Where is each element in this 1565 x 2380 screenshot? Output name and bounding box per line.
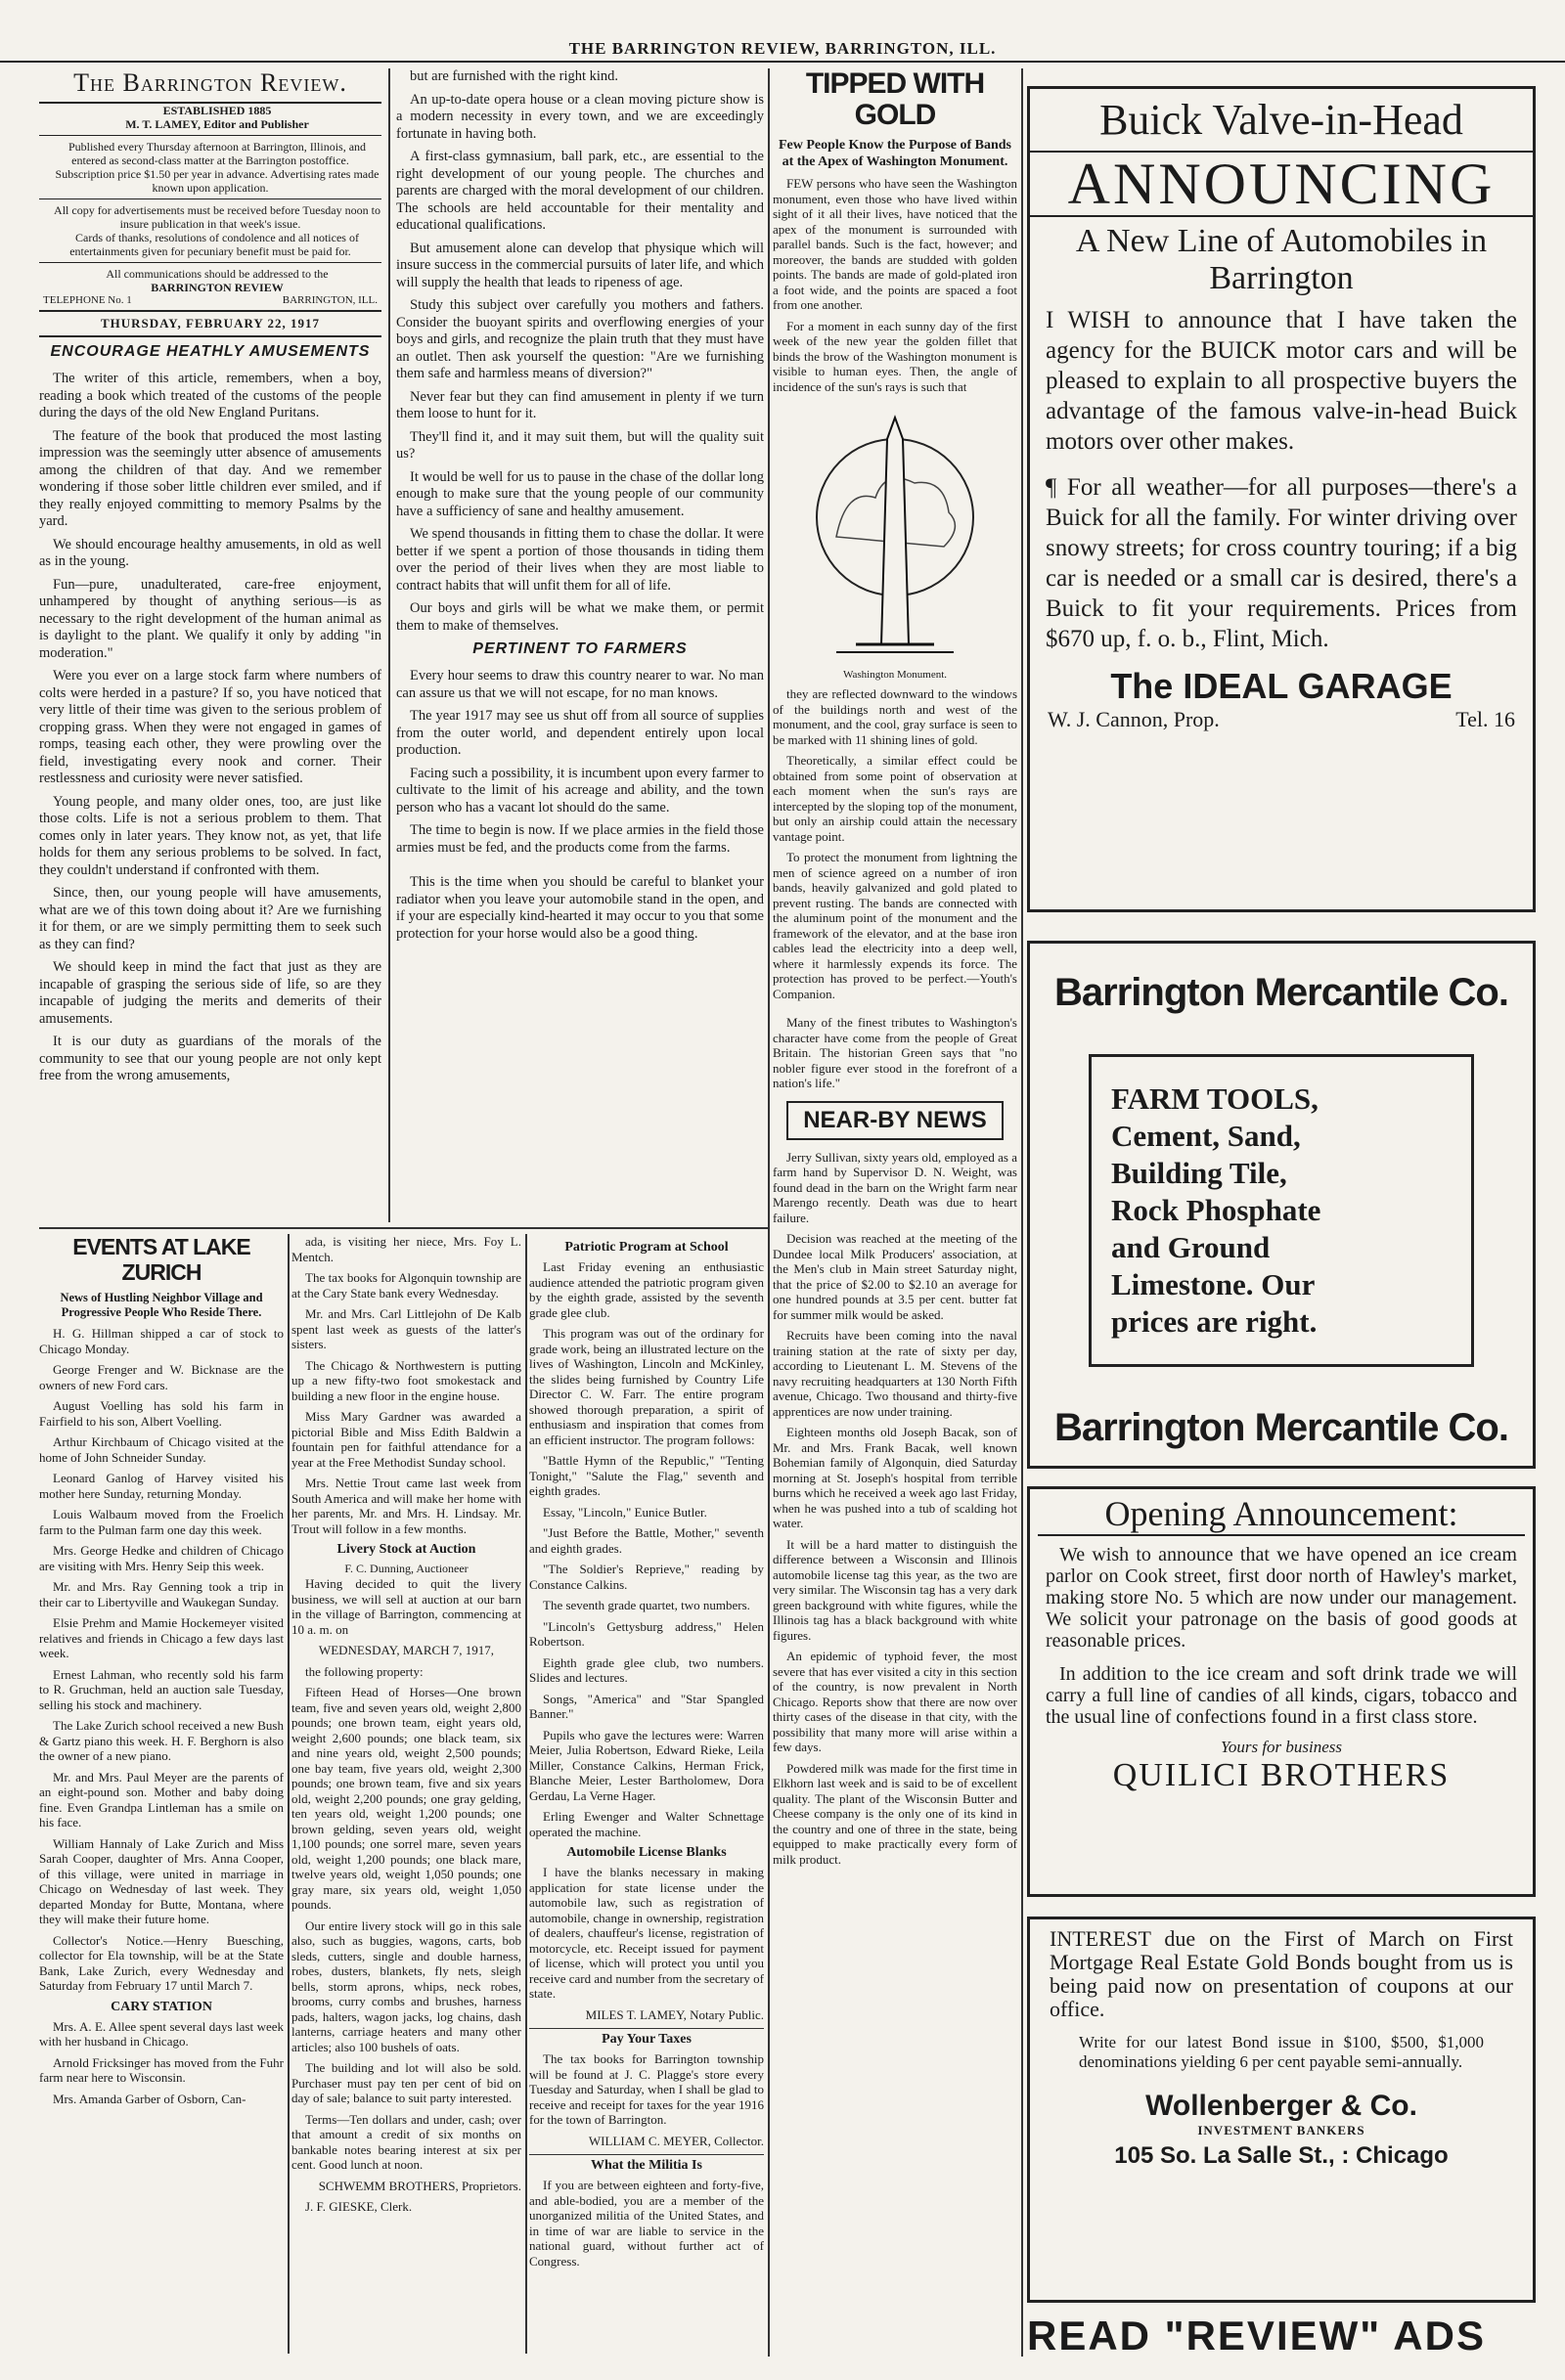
monument-paragraph: they are reflected downward to the windows of the buildings north and west of the monument, and the cool, gray surface is seen to be marked with 11 shining lines of gold. xyxy=(773,686,1017,747)
opening-title: Opening Announcement: xyxy=(1038,1493,1525,1536)
column-patriotic xyxy=(529,1234,764,2349)
zurich-item: Mr. and Mrs. Ray Genning took a trip in their car to Libertyville and Waukegan Sunday. xyxy=(39,1579,284,1609)
tax-heading: Pay Your Taxes xyxy=(529,2028,764,2048)
farmers-paragraph: The year 1917 may see us shut off from all source of supplies from the outer world, and dependent entirely upon local production. xyxy=(396,708,764,758)
livery-auctioneer: F. C. Dunning, Auctioneer xyxy=(344,1562,469,1575)
livery-paragraph: the following property: xyxy=(305,1663,424,1679)
editorial-body xyxy=(39,371,381,1085)
masthead-established: ESTABLISHED 1885 xyxy=(162,104,272,117)
quilici-brothers: QUILICI BROTHERS xyxy=(1112,1757,1451,1793)
zurich-item: Mrs. George Hedke and children of Chicago are visiting with Mrs. Henry Seip this week. xyxy=(39,1543,284,1573)
editorial-continued-paragraph: An up-to-date opera house or a clean moving picture show is a modern necessity in every town, and we are exceedingly fortunate in having both. xyxy=(396,91,764,142)
editorial-continued-paragraph: A first-class gymnasium, ball park, etc., are essential to the right development of our young people. The churches and parents are charged with the moral development of our children. The schools are held accountable for their mentality and educational qualifications. xyxy=(396,149,764,233)
masthead-published: Published every Thursday afternoon at Barrington, Illinois, and entered as second-class matter at the Barrington postoffice. xyxy=(67,140,367,167)
zurich-item: August Voelling has sold his farm in Fairfield to his son, Albert Voelling. xyxy=(39,1398,284,1429)
interest-bond-offer: Write for our latest Bond issue in $100, $500, $1,000 denominations yielding 6 per cent payable semi-annually. xyxy=(1079,2033,1484,2071)
zurich-item: George Frenger and W. Bicknase are the owners of new Ford cars. xyxy=(39,1362,284,1392)
mercantile-line: Limestone. Our xyxy=(1111,1267,1316,1301)
livery-heading: Livery Stock at Auction xyxy=(336,1542,476,1557)
patriotic-paragraph: "Battle Hymn of the Republic," "Tenting Tonight," "Salute the Flag," seventh and eighth grades. xyxy=(529,1453,764,1498)
farmers-paragraph: Every hour seems to draw this country nearer to war. No man can assure us that we will not escape, for no man knows. xyxy=(396,668,764,701)
patriotic-paragraph: Songs, "America" and "Star Spangled Banner." xyxy=(529,1691,764,1721)
editorial-paragraph: Since, then, our young people will have amusements, what are we of this town doing about it? Are we furnishing it for them, or are we simply permitting them to seek such as they can find? xyxy=(39,885,381,952)
cary-item: Miss Mary Gardner was awarded a pictorial Bible and Miss Edith Baldwin a fountain pen for faithful attendance for a year at the Free Methodist Sunday school. xyxy=(291,1409,521,1470)
masthead-copy-notice: All copy for advertisements must be received before Tuesday noon to insure publication in that week's issue. xyxy=(54,203,380,231)
zurich-item: Arthur Kirchbaum of Chicago visited at the home of John Schneider Sunday. xyxy=(39,1434,284,1465)
masthead-editor: M. T. LAMEY, Editor and Publisher xyxy=(125,117,309,131)
cary-item: The Chicago & Northwestern is putting up a new fifty-two foot smokestack and building a new floor in the engine house. xyxy=(291,1357,521,1403)
farmers-paragraph: This is the time when you should be careful to blanket your radiator when you leave your automobile stand in the open, and if your are especially kind-hearted it may occur to you that some protection for your horse would also be a good thing. xyxy=(396,874,764,942)
opening-ad xyxy=(1027,1486,1536,1897)
editorial-continued-paragraph: Study this subject over carefully you mothers and fathers. Consider the buoyant spirits and overflowing energies of your boys and girls, and recognize the plain truth that they must have an outlet. Then ask yourself the question: "Are we furnishing them safe and harmless means of diversion?" xyxy=(396,297,764,381)
nearby-paragraph: Jerry Sullivan, sixty years old, employed as a farm hand by Supervisor D. N. Weight, was found dead in the barn on the Wright farm near Marengo recently. Death was due to heart failure. xyxy=(773,1149,1017,1225)
mercantile-name-bottom: Barrington Mercantile Co. xyxy=(1054,1406,1508,1449)
nearby-heading: NEAR-BY NEWS xyxy=(786,1101,1004,1140)
livery-paragraph: Having decided to quit the livery business, we will sell at auction at our barn in the village of Barrington, commencing at 10 a. m. on xyxy=(291,1576,521,1637)
farmers-paragraph: Facing such a possibility, it is incumbent upon every farmer to cultivate to the limit of his acreage and ability, and the town person who has a vacant lot should do the same. xyxy=(396,765,764,815)
buick-title: Buick Valve-in-Head xyxy=(1099,96,1463,144)
mercantile-line: Rock Phosphate xyxy=(1111,1193,1321,1227)
license-text: I have the blanks necessary in making application for state license under the automobile law, such as registration of automobile, change in ownership, registration of dealers, chauffeur's license, registration of motorcycle, etc. Receipt issued for payment of license, which will protect you until you receive card and number from the secretary of state. xyxy=(529,1865,764,2001)
editorial-paragraph: The writer of this article, remembers, when a boy, reading a book which treated of the customs of the people during the days of the old New England Puritans. xyxy=(39,371,381,420)
washington-monument-icon xyxy=(797,400,993,664)
editorial-paragraph: It is our duty as guardians of the morals of the community to see that our young people are not only kept free from the wrong amusements, xyxy=(39,1034,381,1083)
mercantile-line: Cement, Sand, xyxy=(1111,1119,1301,1153)
monument-headline: TIPPED WITH GOLD xyxy=(805,68,985,131)
masthead-address-notice: All communications should be addressed to the xyxy=(106,267,329,281)
buick-subtitle: A New Line of Automobiles in Barrington xyxy=(1075,223,1488,296)
buick-announcing: ANNOUNCING xyxy=(1030,151,1533,217)
zurich-item: Leonard Ganlog of Harvey visited his mother here Sunday, returning Monday. xyxy=(39,1471,284,1501)
nearby-paragraph: Decision was reached at the meeting of the Dundee local Milk Producers' association, at the Men's club in Main street Saturday night, that the price of $2.00 to $2.10 an average for one hundred pounds at 3.5 per cent. butter fat for summer milk would be asked. xyxy=(773,1231,1017,1322)
license-signer: MILES T. LAMEY, Notary Public. xyxy=(585,2006,764,2022)
zurich-item: William Hannaly of Lake Zurich and Miss Sarah Cooper, daughter of Mrs. Anna Cooper, of this village, were united in marriage in Chicago on Wednesday of last week. They departed Monday for Butte, Montana, where they will make their future home. xyxy=(39,1835,284,1926)
monument-illustration xyxy=(773,400,1017,681)
buick-body: I WISH to announce that I have taken the agency for the BUICK motor cars and will be pleased to explain to all prospective buyers the advantage of the famous valve-in-head Buick motors over other makes. xyxy=(1046,307,1517,455)
zurich-item: H. G. Hillman shipped a car of stock to Chicago Monday. xyxy=(39,1326,284,1356)
column-lake-zurich xyxy=(39,1234,284,2349)
farmers-paragraph: The time to begin is now. If we place armies in the field those armies must be fed, and the products come from the farms. xyxy=(396,822,764,856)
opening-closing: Yours for business xyxy=(1220,1738,1343,1756)
livery-paragraph: Our entire livery stock will go in this sale also, such as buggies, wagons, carts, bob sleds, cutters, single and double harness, robes, dusters, blankets, fly nets, sleigh bells, storm aprons, whips, neck robes, brooms, curry combs and brushes, harness pads, halters, wagon jacks, log chains, dash lanterns, carriage heaters and many other articles; also 100 bushels of oats. xyxy=(291,1917,521,2054)
mercantile-ad xyxy=(1027,941,1536,1469)
wollenberger-city: : Chicago xyxy=(1341,2142,1449,2169)
zurich-item: Collector's Notice.—Henry Buesching, collector for Ela township, will be at the State Bank, Lake Zurich, every Wednesday and Saturday from February 17 until March 7. xyxy=(39,1932,284,1993)
nearby-paragraph: Recruits have been coming into the naval training station at the rate of sixty per day, according to Lieutenant L. M. Stevens of the navy recruiting headquarters at 130 North Fifth avenue, Chicago. Two thousand and thirty-five apprentices are now under training. xyxy=(773,1328,1017,1419)
interest-body: INTEREST due on the First of March on First Mortgage Real Estate Gold Bonds bought from us is being paid now on presentation of coupons at our office. xyxy=(1050,1926,1513,2021)
monument-caption: Washington Monument. xyxy=(842,669,948,681)
ideal-garage-name: The IDEAL GARAGE xyxy=(1110,666,1453,706)
editorial-continued-paragraph: Our boys and girls will be what we make them, or permit them to make of themselves. xyxy=(396,600,764,634)
monument-paragraph: FEW persons who have seen the Washington monument, even those who have lived within sight of it all their lives, have noticed that the apex of the monument is surrounded with parallel bands. Such is the fact, however; and moreover, the bands are studded with golden points. The bands are made of gold-plated iron a foot wide, and the points are spaced a foot from one another. xyxy=(773,176,1017,312)
editorial-heading: ENCOURAGE HEATHLY AMUSEMENTS xyxy=(50,343,371,360)
zurich-item: Elsie Prehm and Mamie Hockemeyer visited relatives and friends in Chicago a few days last week. xyxy=(39,1615,284,1660)
masthead-cards-notice: Cards of thanks, resolutions of condolence and all notices of entertainments given for pecuniary benefit must be paid for. xyxy=(69,231,359,258)
patriotic-paragraph: This program was out of the ordinary for grade work, being an illustrated lecture on the lives of Washington, Lincoln and McKinley, the slides being furnished by Country Life Director C. W. Farr. The entire program showed thorough preparation, a spirit of enthusiasm and inspiration that comes from an efficient instructor. The program follows: xyxy=(529,1326,764,1447)
opening-body: We wish to announce that we have opened an ice cream parlor on Cook street, first door north of Hawley's market, making store No. 5 which are now under our management. We solicit your patronage on the basis of good goods at reasonable prices. xyxy=(1046,1544,1517,1652)
masthead-town: BARRINGTON, ILL. xyxy=(282,294,378,306)
monument-subhead: Few People Know the Purpose of Bands at the Apex of Washington Monument. xyxy=(779,138,1011,169)
wollenberger-address: 105 So. La Salle St., xyxy=(1114,2142,1335,2169)
cary-item: Mrs. Amanda Garber of Osborn, Can- xyxy=(53,2091,246,2106)
cary-item: Mr. and Mrs. Carl Littlejohn of De Kalb spent last week as guests of the latter's sisters. xyxy=(291,1306,521,1351)
cary-item: The tax books for Algonquin township are at the Cary State bank every Wednesday. xyxy=(291,1270,521,1300)
patriotic-paragraph: "Lincoln's Gettysburg address," Helen Robertson. xyxy=(529,1618,764,1649)
zurich-headline: EVENTS AT LAKE ZURICH xyxy=(72,1234,250,1285)
column-editorial-continued xyxy=(396,68,764,1227)
livery-paragraph: Terms—Ten dollars and under, cash; over that amount a credit of six months on bankable notes bearing interest at six per cent. Good lunch at noon. xyxy=(291,2111,521,2172)
editorial-paragraph: The feature of the book that produced the most lasting impression was the seemingly utter absence of amusements among the children of that day. And we remember wondering if those sober little children ever smiled, and if they really enjoyed committing to memory Psalms by the yard. xyxy=(39,427,381,529)
patriotic-heading: Patriotic Program at School xyxy=(564,1240,729,1255)
column-monument-nearby xyxy=(773,68,1017,2347)
monument-paragraph: Theoretically, a similar effect could be obtained from some point of observation at each moment when the sun's rays are intercepted by the sloping top of the monument, but only an airship could attain the necessary vantage point. xyxy=(773,753,1017,844)
militia-heading: What the Militia Is xyxy=(529,2154,764,2174)
patriotic-paragraph: The seventh grade quartet, two numbers. xyxy=(543,1598,750,1612)
masthead-telephone: TELEPHONE No. 1 xyxy=(43,294,132,306)
tax-text: The tax books for Barrington township will be found at J. C. Plagge's store every Tuesday and Saturday, when I shall be glad to receive and receipt for taxes for the year 1916 for the town of Barrington. xyxy=(529,2051,764,2127)
editorial-paragraph: Young people, and many older ones, too, are just like those colts. Life is not a serious problem to them. That comes only in later years. They know not, as yet, that life holds for them any serious problems to be solved. In fact, they couldn't understand if confronted with them. xyxy=(39,793,381,878)
cary-item: Arnold Fricksinger has moved from the Fuhr farm near here to Wisconsin. xyxy=(39,2054,284,2085)
nearby-paragraph: Powdered milk was made for the first time in Elkhorn last week and is said to be of excellent quality. The plant of the Wisconsin Butter and Cheese company is the only one of its kind in the country and one of three in the state, being equipped to make practically every form of milk product. xyxy=(773,1760,1017,1867)
editorial-paragraph: Fun—pure, unadulterated, care-free enjoyment, unhampered by thought of anything serious—is as necessary to the right development of the human animal as is daylight to the plant. We qualify it only by adding "in moderation." xyxy=(39,576,381,661)
editorial-paragraph: We should keep in mind the fact that just as they are incapable of grasping the serious side of life, so are they incapable of judging the merits and demerits of their amusements. xyxy=(39,959,381,1027)
wollenberger-name: Wollenberger & Co. xyxy=(1145,2090,1417,2122)
editorial-paragraph: We should encourage healthy amusements, in old as well as in the young. xyxy=(39,536,381,569)
patriotic-paragraph: Eighth grade glee club, two numbers. Slides and lectures. xyxy=(529,1654,764,1685)
tax-signer: WILLIAM C. MEYER, Collector. xyxy=(588,2133,764,2148)
monument-paragraph: To protect the monument from lightning the men of science agreed on a number of iron bands, heavily galvanized and gold plated to prevent rusting. The bands are connected with the aluminum point of the monument and the framework of the elevator, and at the base iron cables lead the electricity into a deep well, where it harmlessly expends its force. The protection has proved to be perfect.—Youth's Companion. xyxy=(773,850,1017,1001)
livery-paragraph: Fifteen Head of Horses—One brown team, five and seven years old, weight 2,800 pounds; one brown team, eight years old, weight 2,600 pounds; one black team, six and nine years old, weight 2,500 pounds; one bay team, five years old, weight 2,300 pounds; one brown team, five and six years old, weight 2,200 pounds; one gray gelding, ten years old, weight 1,200 pounds; one brown gelding, seven years old, weight 1,100 pounds; one sorrel mare, seven years old, weight 1,200 pounds; one black mare, twelve years old, weight 1,050 pounds; one gray mare, six years old, weight 1,050 pounds. xyxy=(291,1685,521,1912)
wollenberger-tagline: INVESTMENT BANKERS xyxy=(1197,2123,1365,2138)
editorial-continued-paragraph: They'll find it, and it may suit them, but will the quality suit us? xyxy=(396,428,764,462)
column-masthead-editorial xyxy=(39,68,381,1227)
editorial-continued-paragraph: but are furnished with the right kind. xyxy=(410,68,619,84)
read-review-ads: READ "REVIEW" ADS xyxy=(1027,2313,1486,2358)
garage-proprietor: W. J. Cannon, Prop. xyxy=(1048,707,1220,731)
mercantile-line: Building Tile, xyxy=(1111,1156,1287,1190)
garage-telephone: Tel. 16 xyxy=(1455,707,1515,731)
patriotic-paragraph: Pupils who gave the lectures were: Warren Meier, Julia Robertson, Edward Rieke, Leila Miller, Constance Calkins, Herman Frick, Blanche Meier, Lester Bartholomew, Dora Gerdau, La Verne Hager. xyxy=(529,1727,764,1803)
farmers-heading: PERTINENT TO FARMERS xyxy=(472,640,688,657)
editorial-continued-paragraph: Never fear but they can find amusement in plenty if we turn them loose to hunt for it. xyxy=(396,388,764,421)
zurich-item: The Lake Zurich school received a new Bush & Gartz piano this week. H. F. Berghorn is also the owner of a new piano. xyxy=(39,1718,284,1763)
editorial-continued-paragraph: But amusement alone can develop that physique which will insure success in the commercial pursuits of later life, and which will supply the health that leads to ripeness of age. xyxy=(396,240,764,290)
license-heading: Automobile License Blanks xyxy=(566,1845,727,1860)
nearby-paragraph: An epidemic of typhoid fever, the most severe that has ever visited a city in this section of the country, is now prevalent in North Chicago. Reports show that there are now over thirty cases of the disease in that city, with the possibility that many more will arise within a few days. xyxy=(773,1649,1017,1754)
livery-paragraph: The building and lot will also be sold. Purchaser must pay ten per cent of bid on day of sale; balance to suit party interested. xyxy=(291,2060,521,2105)
issue-date: THURSDAY, FEBRUARY 22, 1917 xyxy=(39,310,381,337)
column-cary-livery xyxy=(291,1234,521,2349)
monument-paragraph: Many of the finest tributes to Washington's character have come from the people of Great Britain. The historian Green says that "no nobler figure ever stood in the forefront of a nation's life." xyxy=(773,1015,1017,1090)
zurich-item: Ernest Lahman, who recently sold his farm to R. Gruchman, held an auction sale Tuesday, selling his stock and machinery. xyxy=(39,1666,284,1712)
zurich-item: Louis Walbaum moved from the Froelich farm to the Pulman farm one day this week. xyxy=(39,1507,284,1537)
patriotic-paragraph: Last Friday evening an enthusiastic audience attended the patriotic program given by the eighth grade, assisted by the seventh grade glee club. xyxy=(529,1259,764,1320)
patriotic-paragraph: "Just Before the Battle, Mother," seventh and eighth grades. xyxy=(529,1525,764,1556)
nearby-paragraph: Eighteen months old Joseph Bacak, son of Mr. and Mrs. Frank Bacak, well known Bohemian family of Algonquin, died Saturday morning at St. Joseph's hospital from terrible burns which he received a week ago last Friday, when he was pushed into a tub of scalding hot water. xyxy=(773,1425,1017,1530)
livery-date: WEDNESDAY, MARCH 7, 1917, xyxy=(318,1643,495,1657)
cary-item: Mrs. Nettie Trout came last week from South America and will make her home with her parents, Mr. and Mrs. H. Lindsay. Mr. Trout will follow in a few months. xyxy=(291,1476,521,1536)
mercantile-line: and Ground xyxy=(1111,1230,1271,1264)
zurich-item: Mr. and Mrs. Paul Meyer are the parents of an eight-pound son. Mother and baby doing fine. Even Grandpa Lintleman has a smile on his face. xyxy=(39,1769,284,1829)
patriotic-paragraph: Essay, "Lincoln," Eunice Butler. xyxy=(543,1504,707,1520)
editorial-continued-paragraph: We spend thousands in fitting them to chase the dollar. It were better if we spent a portion of those thousands in tiding them over the period of their lives when they are most liable to contract habits that will unfit them for all of life. xyxy=(396,526,764,594)
zurich-subhead: News of Hustling Neighbor Village and Progressive People Who Reside There. xyxy=(60,1291,263,1319)
patriotic-paragraph: "The Soldier's Reprieve," reading by Constance Calkins. xyxy=(529,1562,764,1592)
masthead-title: The Barrington Review. xyxy=(39,68,381,104)
cary-item: ada, is visiting her niece, Mrs. Foy L. Mentch. xyxy=(291,1234,521,1264)
mercantile-products xyxy=(1089,1054,1474,1367)
opening-body: In addition to the ice cream and soft drink trade we will carry a full line of candies of all kinds, cigars, tobacco and the usual line of confections found in a first class store. xyxy=(1046,1663,1517,1728)
running-head: THE BARRINGTON REVIEW, BARRINGTON, ILL. xyxy=(0,39,1565,63)
masthead-subscription: Subscription price $1.50 per year in advance. Advertising rates made known upon application. xyxy=(55,167,380,195)
editorial-paragraph: Were you ever on a large stock farm where numbers of colts were herded in a pasture? If so, you have noticed that very little of their time was given to the serious problem of cropping grass. When they were not engaged in games of romps, teasing each other, they were prowling over the field, investigating every nook and corner. Their restlessness and curiosity were never satisfied. xyxy=(39,668,381,786)
livery-clerk: J. F. GIESKE, Clerk. xyxy=(305,2199,413,2214)
monument-paragraph: For a moment in each sunny day of the first week of the new year the golden fillet that binds the brow of the Washington monument is visible to human eyes. Then, the angle of incidence of the sun's rays is such that xyxy=(773,318,1017,394)
cary-heading: CARY STATION xyxy=(111,1999,212,2014)
buick-body: ¶ For all weather—for all purposes—there's a Buick for all the family. For winter driving over snowy streets; for cross country touring; if a big car is needed or a small car is desired, there's a Buick to fit your requirements. Prices from $670 up, f. o. b., Flint, Mich. xyxy=(1046,474,1517,652)
masthead-paper-name: BARRINGTON REVIEW xyxy=(151,281,284,294)
mercantile-line: prices are right. xyxy=(1111,1304,1318,1339)
livery-seller: SCHWEMM BROTHERS, Proprietors. xyxy=(318,2178,521,2193)
cary-item: Mrs. A. E. Allee spent several days last week with her husband in Chicago. xyxy=(39,2018,284,2049)
editorial-continued-paragraph: It would be well for us to pause in the chase of the dollar long enough to make sure that the young people of our community have a sufficiency of sane and healthy amusement. xyxy=(396,468,764,519)
mercantile-name-top: Barrington Mercantile Co. xyxy=(1054,971,1508,1014)
militia-text: If you are between eighteen and forty-five, and able-bodied, you are a member of the unorganized militia of the United States, and in time of war are liable to service in the national guard, without further act of Congress. xyxy=(529,2178,764,2269)
mercantile-line: FARM TOOLS, xyxy=(1111,1081,1319,1116)
buick-ad xyxy=(1027,86,1536,912)
nearby-paragraph: It will be a hard matter to distinguish the difference between a Wisconsin and Illinois automobile license tag this year, as the two are very similar. The Wisconsin tag has a very dark green background with white figures, while the Illinois tag has a black background with white figures. xyxy=(773,1536,1017,1643)
interest-ad xyxy=(1027,1917,1536,2303)
patriotic-paragraph: Erling Ewenger and Walter Schnettage operated the machine. xyxy=(529,1809,764,1839)
